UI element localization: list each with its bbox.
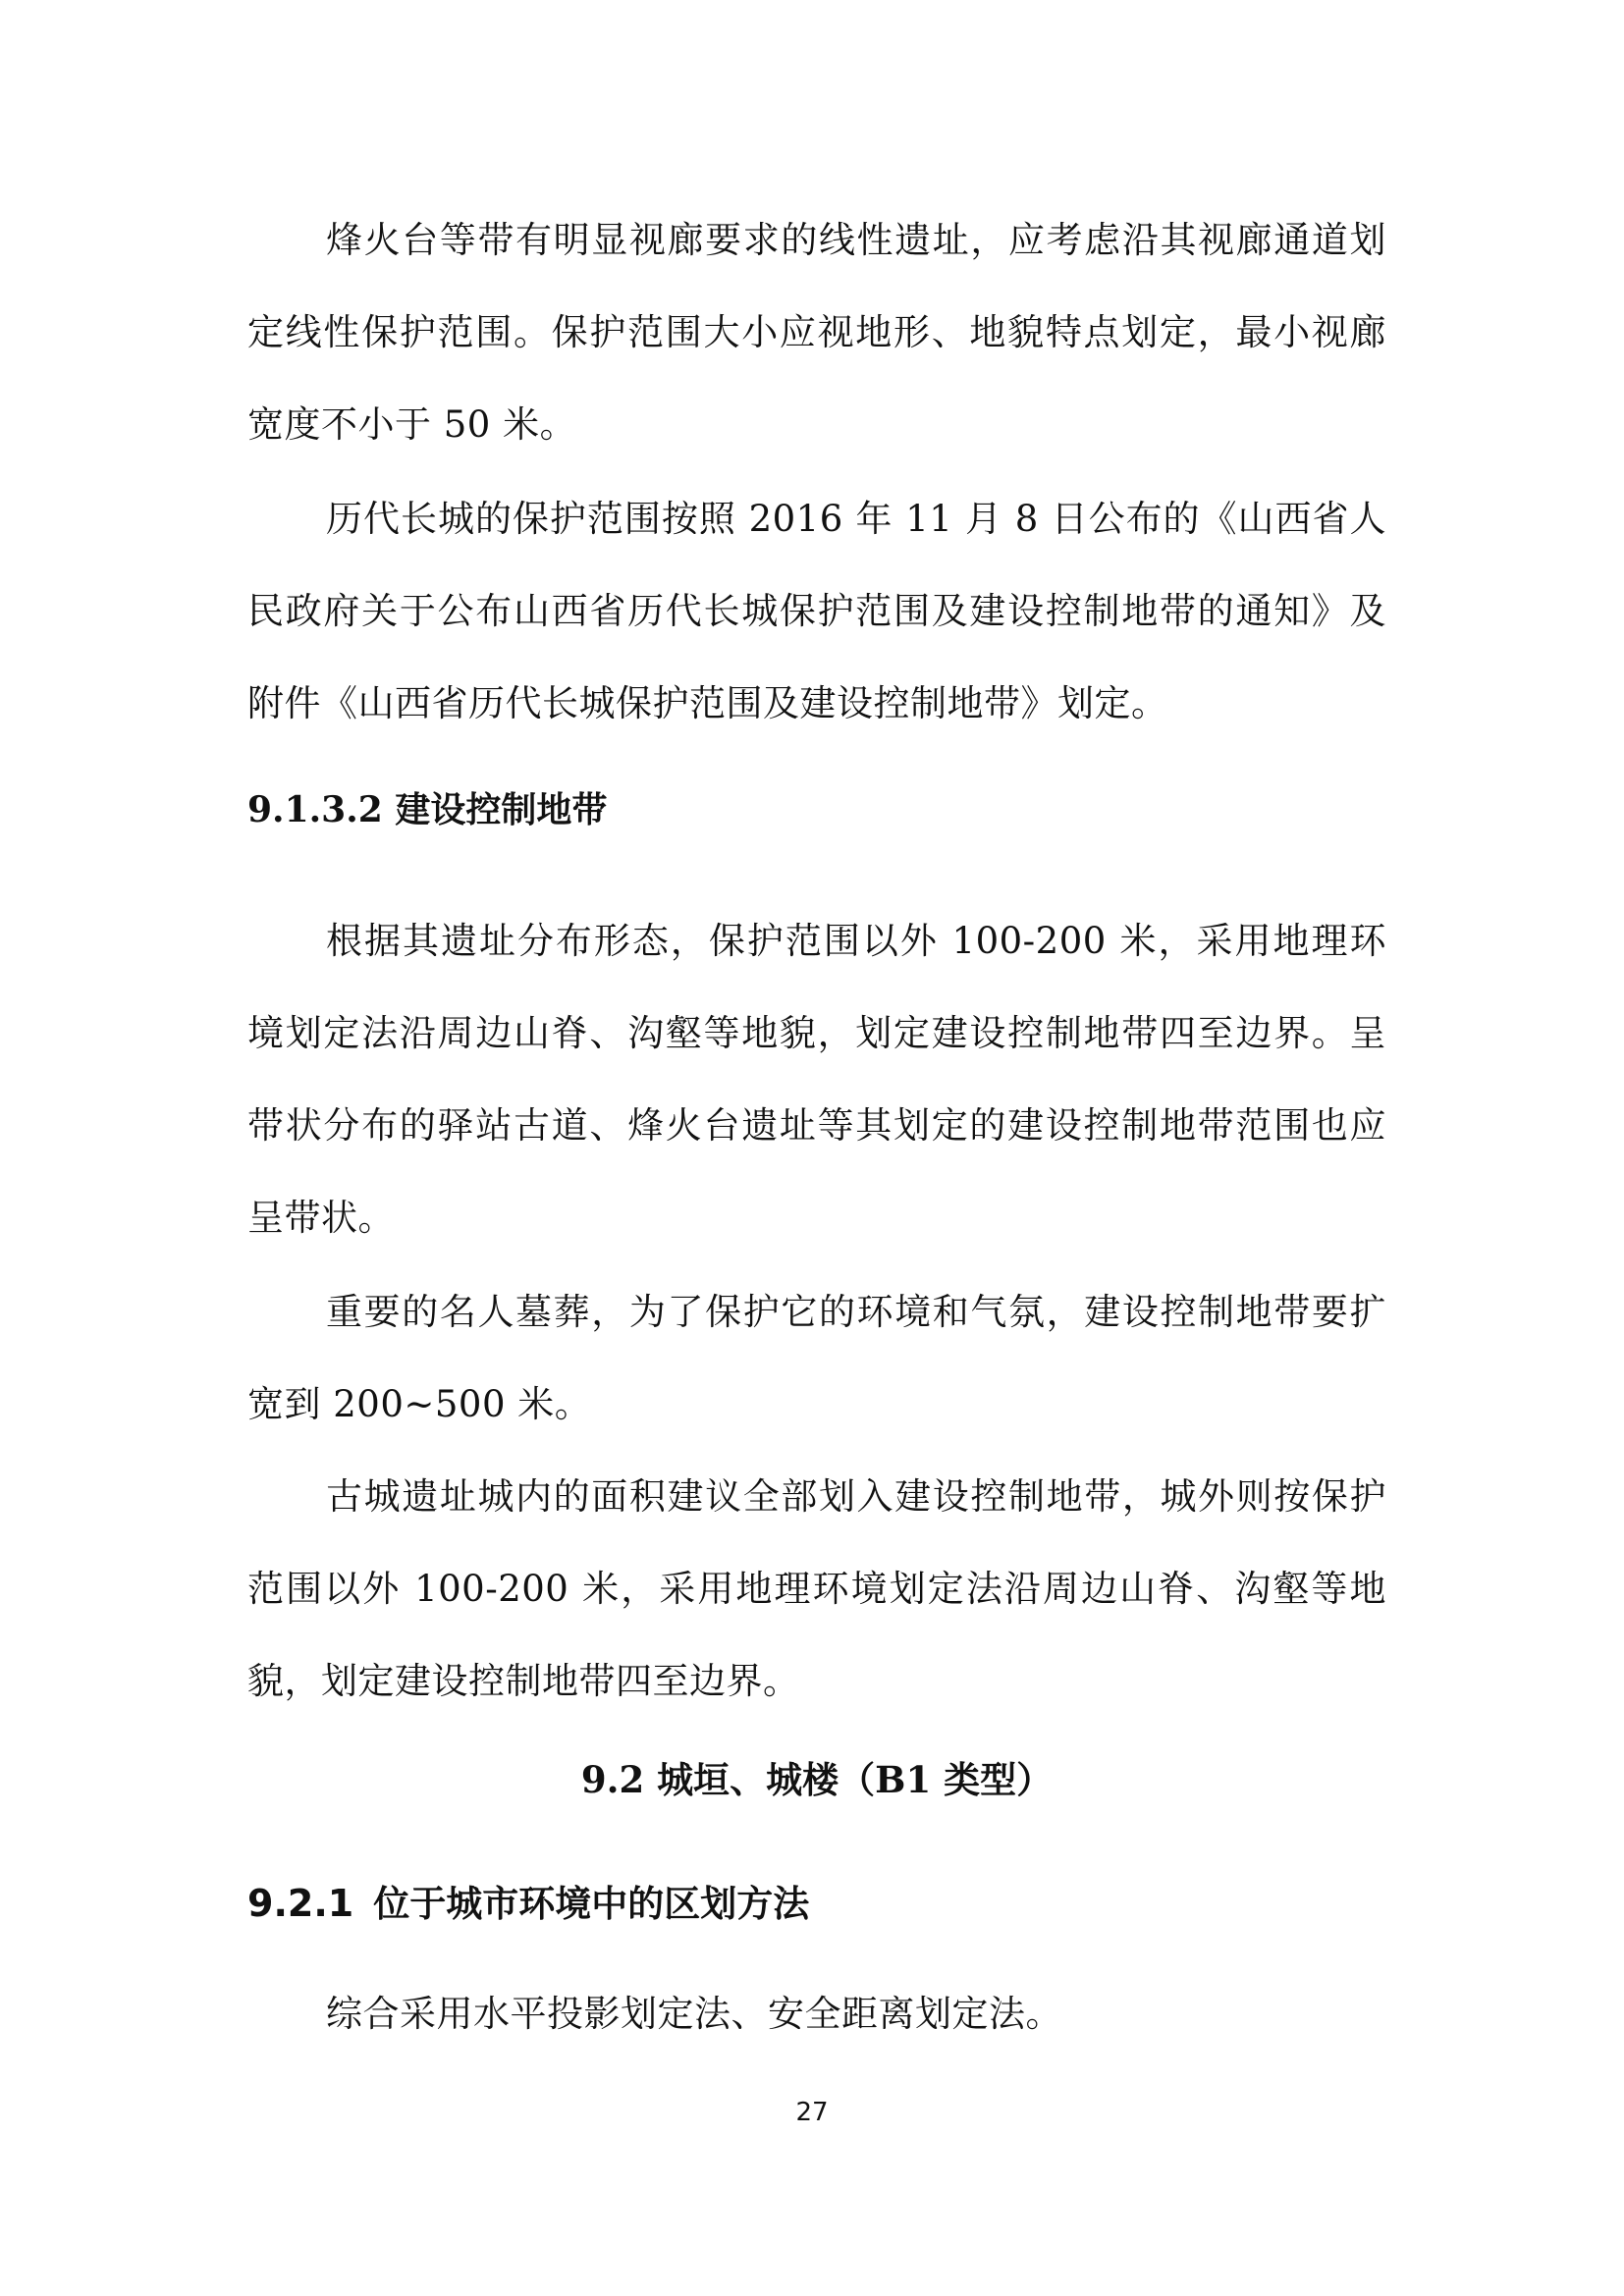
section-number: 9.2.1 bbox=[247, 1882, 354, 1925]
paragraph-great-wall-protection: 历代长城的保护范围按照 2016 年 11 月 8 日公布的《山西省人民政府关于公布山西省历代长城保护范围及建设控制地带的通知》及附件《山西省历代长城保护范围及建设控制地带》划定。 bbox=[247, 498, 1386, 724]
section-title: 位于城市环境中的区划方法 bbox=[373, 1882, 810, 1925]
paragraph-tomb-protection: 重要的名人墓葬，为了保护它的环境和气氛，建设控制地带要扩宽到 200~500 米。 bbox=[247, 1291, 1386, 1425]
page-number: 27 bbox=[795, 2098, 829, 2127]
section-heading-9-2-1 bbox=[247, 1879, 809, 1935]
paragraph-ancient-city-site: 古城遗址城内的面积建议全部划入建设控制地带，城外则按保护范围以外 100-200 米，采用地理环境划定法沿周边山脊、沟壑等地貌，划定建设控制地带四至边界。 bbox=[247, 1475, 1386, 1702]
section-heading-9-2: 9.2 城垣、城楼（B1 类型） bbox=[580, 1758, 1054, 1801]
paragraph-construction-control-zone: 根据其遗址分布形态，保护范围以外 100-200 米，采用地理环境划定法沿周边山脊、沟壑等地貌，划定建设控制地带四至边界。呈带状分布的驿站古道、烽火台遗址等其划定的建设控制地带范围也应呈带状。 bbox=[247, 920, 1386, 1239]
paragraph-urban-delineation-method: 综合采用水平投影划定法、安全距离划定法。 bbox=[326, 1993, 1062, 2035]
paragraph-linear-site-protection: 烽火台等带有明显视廊要求的线性遗址，应考虑沿其视廊通道划定线性保护范围。保护范围大小应视地形、地貌特点划定，最小视廊宽度不小于 50 米。 bbox=[247, 219, 1386, 446]
section-heading-9-1-3-2: 9.1.3.2 建设控制地带 bbox=[247, 789, 608, 830]
